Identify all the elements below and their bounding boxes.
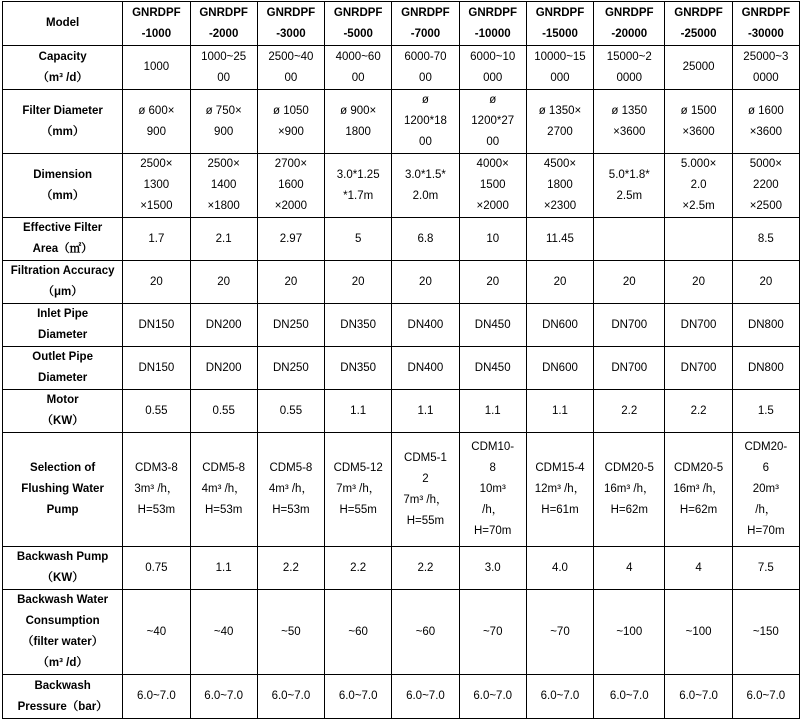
effective-filter-area-cell: 2.1 xyxy=(190,218,257,261)
model-header-cell: GNRDPF -7000 xyxy=(392,2,459,46)
backwash-pressure-cell: 6.0~7.0 xyxy=(665,675,732,719)
filtration-accuracy-cell: 20 xyxy=(594,261,665,304)
filtration-accuracy-cell: 20 xyxy=(665,261,732,304)
row-backwash-pressure xyxy=(3,675,800,719)
row-label-backwash-pump: Backwash Pump （KW） xyxy=(3,547,123,590)
inlet-pipe-diameter-cell: DN700 xyxy=(594,304,665,347)
effective-filter-area-cell: 10 xyxy=(459,218,526,261)
row-label-outlet-pipe-diameter: Outlet Pipe Diameter xyxy=(3,347,123,390)
backwash-pressure-cell: 6.0~7.0 xyxy=(594,675,665,719)
capacity-cell: 25000~3 0000 xyxy=(732,46,799,90)
backwash-pressure-cell: 6.0~7.0 xyxy=(257,675,324,719)
row-label-effective-filter-area: Effective Filter Area（㎡） xyxy=(3,218,123,261)
filtration-accuracy-cell: 20 xyxy=(459,261,526,304)
flushing-water-pump-cell: CDM3-8 3m³ /h， H=53m xyxy=(123,433,190,547)
row-dimension xyxy=(3,154,800,218)
backwash-pressure-cell: 6.0~7.0 xyxy=(526,675,593,719)
backwash-water-consumption-cell: ~100 xyxy=(594,590,665,675)
row-backwash-pump xyxy=(3,547,800,590)
motor-cell: 1.1 xyxy=(459,390,526,433)
model-header-cell: GNRDPF -5000 xyxy=(325,2,392,46)
row-backwash-water-consumption xyxy=(3,590,800,675)
backwash-water-consumption-cell: ~50 xyxy=(257,590,324,675)
capacity-cell: 1000 xyxy=(123,46,190,90)
row-effective-filter-area xyxy=(3,218,800,261)
model-header-cell: GNRDPF -3000 xyxy=(257,2,324,46)
motor-cell: 2.2 xyxy=(665,390,732,433)
filter-diameter-cell: ø 1600 ×3600 xyxy=(732,90,799,154)
motor-cell: 0.55 xyxy=(123,390,190,433)
effective-filter-area-cell: 2.97 xyxy=(257,218,324,261)
filter-diameter-cell: ø 1050 ×900 xyxy=(257,90,324,154)
model-header-cell: GNRDPF -15000 xyxy=(526,2,593,46)
motor-cell: 0.55 xyxy=(190,390,257,433)
filtration-accuracy-cell: 20 xyxy=(257,261,324,304)
dimension-cell: 2700× 1600 ×2000 xyxy=(257,154,324,218)
motor-cell: 1.1 xyxy=(392,390,459,433)
filter-diameter-cell: ø 1350 ×3600 xyxy=(594,90,665,154)
row-outlet-pipe-diameter xyxy=(3,347,800,390)
filter-diameter-cell: ø 1500 ×3600 xyxy=(665,90,732,154)
effective-filter-area-cell: 6.8 xyxy=(392,218,459,261)
row-inlet-pipe-diameter xyxy=(3,304,800,347)
backwash-pump-cell: 4 xyxy=(594,547,665,590)
dimension-cell: 5.0*1.8* 2.5m xyxy=(594,154,665,218)
outlet-pipe-diameter-cell: DN700 xyxy=(594,347,665,390)
row-label-dimension: Dimension （mm） xyxy=(3,154,123,218)
backwash-water-consumption-cell: ~100 xyxy=(665,590,732,675)
backwash-pump-cell: 2.2 xyxy=(257,547,324,590)
inlet-pipe-diameter-cell: DN250 xyxy=(257,304,324,347)
inlet-pipe-diameter-cell: DN600 xyxy=(526,304,593,347)
row-label-backwash-water-consumption: Backwash Water Consumption （filter water） （m³ /d） xyxy=(3,590,123,675)
dimension-cell: 3.0*1.5* 2.0m xyxy=(392,154,459,218)
inlet-pipe-diameter-cell: DN800 xyxy=(732,304,799,347)
filter-diameter-cell: ø 750× 900 xyxy=(190,90,257,154)
model-header-cell: GNRDPF -25000 xyxy=(665,2,732,46)
filter-diameter-cell: ø 1350× 2700 xyxy=(526,90,593,154)
capacity-cell: 6000-70 00 xyxy=(392,46,459,90)
backwash-pump-cell: 2.2 xyxy=(392,547,459,590)
dimension-cell: 3.0*1.25 *1.7m xyxy=(325,154,392,218)
row-label-capacity: Capacity （m³ /d） xyxy=(3,46,123,90)
backwash-pump-cell: 7.5 xyxy=(732,547,799,590)
backwash-water-consumption-cell: ~60 xyxy=(325,590,392,675)
flushing-water-pump-cell: CDM15-4 12m³ /h， H=61m xyxy=(526,433,593,547)
capacity-cell: 4000~60 00 xyxy=(325,46,392,90)
inlet-pipe-diameter-cell: DN450 xyxy=(459,304,526,347)
outlet-pipe-diameter-cell: DN700 xyxy=(665,347,732,390)
dimension-cell: 5.000× 2.0 ×2.5m xyxy=(665,154,732,218)
model-header-cell: GNRDPF -30000 xyxy=(732,2,799,46)
backwash-water-consumption-cell: ~70 xyxy=(526,590,593,675)
filtration-accuracy-cell: 20 xyxy=(325,261,392,304)
capacity-cell: 15000~2 0000 xyxy=(594,46,665,90)
row-label-motor: Motor （KW） xyxy=(3,390,123,433)
flushing-water-pump-cell: CDM5-12 7m³ /h， H=55m xyxy=(325,433,392,547)
backwash-water-consumption-cell: ~40 xyxy=(190,590,257,675)
row-motor xyxy=(3,390,800,433)
model-header: Model xyxy=(3,2,123,46)
backwash-pressure-cell: 6.0~7.0 xyxy=(325,675,392,719)
outlet-pipe-diameter-cell: DN250 xyxy=(257,347,324,390)
specification-table xyxy=(2,1,800,719)
flushing-water-pump-cell: CDM10- 8 10m³ /h， H=70m xyxy=(459,433,526,547)
flushing-water-pump-cell: CDM20-5 16m³ /h， H=62m xyxy=(665,433,732,547)
inlet-pipe-diameter-cell: DN400 xyxy=(392,304,459,347)
backwash-pump-cell: 1.1 xyxy=(190,547,257,590)
flushing-water-pump-cell: CDM20-5 16m³ /h， H=62m xyxy=(594,433,665,547)
row-capacity xyxy=(3,46,800,90)
filtration-accuracy-cell: 20 xyxy=(526,261,593,304)
effective-filter-area-cell xyxy=(594,218,665,261)
filtration-accuracy-cell: 20 xyxy=(392,261,459,304)
flushing-water-pump-cell: CDM20- 6 20m³ /h， H=70m xyxy=(732,433,799,547)
inlet-pipe-diameter-cell: DN200 xyxy=(190,304,257,347)
row-label-backwash-pressure: Backwash Pressure（bar） xyxy=(3,675,123,719)
flushing-water-pump-cell: CDM5-8 4m³ /h， H=53m xyxy=(190,433,257,547)
backwash-water-consumption-cell: ~150 xyxy=(732,590,799,675)
backwash-pressure-cell: 6.0~7.0 xyxy=(732,675,799,719)
motor-cell: 2.2 xyxy=(594,390,665,433)
backwash-pressure-cell: 6.0~7.0 xyxy=(123,675,190,719)
model-header-cell: GNRDPF -10000 xyxy=(459,2,526,46)
model-header-cell: GNRDPF -20000 xyxy=(594,2,665,46)
dimension-cell: 2500× 1300 ×1500 xyxy=(123,154,190,218)
backwash-water-consumption-cell: ~70 xyxy=(459,590,526,675)
outlet-pipe-diameter-cell: DN600 xyxy=(526,347,593,390)
backwash-pump-cell: 2.2 xyxy=(325,547,392,590)
capacity-cell: 10000~15 000 xyxy=(526,46,593,90)
filtration-accuracy-cell: 20 xyxy=(732,261,799,304)
row-filter-diameter xyxy=(3,90,800,154)
filter-diameter-cell: ø 1200*18 00 xyxy=(392,90,459,154)
inlet-pipe-diameter-cell: DN700 xyxy=(665,304,732,347)
capacity-cell: 2500~40 00 xyxy=(257,46,324,90)
model-header-cell: GNRDPF -1000 xyxy=(123,2,190,46)
backwash-pump-cell: 4.0 xyxy=(526,547,593,590)
row-label-filtration-accuracy: Filtration Accuracy （μm） xyxy=(3,261,123,304)
row-label-flushing-water-pump: Selection of Flushing Water Pump xyxy=(3,433,123,547)
backwash-water-consumption-cell: ~60 xyxy=(392,590,459,675)
capacity-cell: 25000 xyxy=(665,46,732,90)
backwash-pressure-cell: 6.0~7.0 xyxy=(190,675,257,719)
dimension-cell: 5000× 2200 ×2500 xyxy=(732,154,799,218)
row-label-filter-diameter: Filter Diameter （mm） xyxy=(3,90,123,154)
row-filtration-accuracy xyxy=(3,261,800,304)
filtration-accuracy-cell: 20 xyxy=(190,261,257,304)
inlet-pipe-diameter-cell: DN350 xyxy=(325,304,392,347)
outlet-pipe-diameter-cell: DN200 xyxy=(190,347,257,390)
header-row xyxy=(3,2,800,46)
backwash-pump-cell: 0.75 xyxy=(123,547,190,590)
effective-filter-area-cell xyxy=(665,218,732,261)
motor-cell: 1.1 xyxy=(526,390,593,433)
effective-filter-area-cell: 11.45 xyxy=(526,218,593,261)
model-header-cell: GNRDPF -2000 xyxy=(190,2,257,46)
backwash-water-consumption-cell: ~40 xyxy=(123,590,190,675)
motor-cell: 1.1 xyxy=(325,390,392,433)
row-flushing-water-pump xyxy=(3,433,800,547)
capacity-cell: 6000~10 000 xyxy=(459,46,526,90)
backwash-pump-cell: 3.0 xyxy=(459,547,526,590)
outlet-pipe-diameter-cell: DN450 xyxy=(459,347,526,390)
filter-diameter-cell: ø 900× 1800 xyxy=(325,90,392,154)
motor-cell: 0.55 xyxy=(257,390,324,433)
motor-cell: 1.5 xyxy=(732,390,799,433)
filtration-accuracy-cell: 20 xyxy=(123,261,190,304)
capacity-cell: 1000~25 00 xyxy=(190,46,257,90)
inlet-pipe-diameter-cell: DN150 xyxy=(123,304,190,347)
effective-filter-area-cell: 8.5 xyxy=(732,218,799,261)
backwash-pump-cell: 4 xyxy=(665,547,732,590)
outlet-pipe-diameter-cell: DN350 xyxy=(325,347,392,390)
flushing-water-pump-cell: CDM5-8 4m³ /h， H=53m xyxy=(257,433,324,547)
outlet-pipe-diameter-cell: DN400 xyxy=(392,347,459,390)
dimension-cell: 4000× 1500 ×2000 xyxy=(459,154,526,218)
backwash-pressure-cell: 6.0~7.0 xyxy=(459,675,526,719)
effective-filter-area-cell: 1.7 xyxy=(123,218,190,261)
outlet-pipe-diameter-cell: DN150 xyxy=(123,347,190,390)
effective-filter-area-cell: 5 xyxy=(325,218,392,261)
dimension-cell: 4500× 1800 ×2300 xyxy=(526,154,593,218)
backwash-pressure-cell: 6.0~7.0 xyxy=(392,675,459,719)
flushing-water-pump-cell: CDM5-1 2 7m³ /h， H=55m xyxy=(392,433,459,547)
outlet-pipe-diameter-cell: DN800 xyxy=(732,347,799,390)
dimension-cell: 2500× 1400 ×1800 xyxy=(190,154,257,218)
filter-diameter-cell: ø 600× 900 xyxy=(123,90,190,154)
row-label-inlet-pipe-diameter: Inlet Pipe Diameter xyxy=(3,304,123,347)
filter-diameter-cell: ø 1200*27 00 xyxy=(459,90,526,154)
